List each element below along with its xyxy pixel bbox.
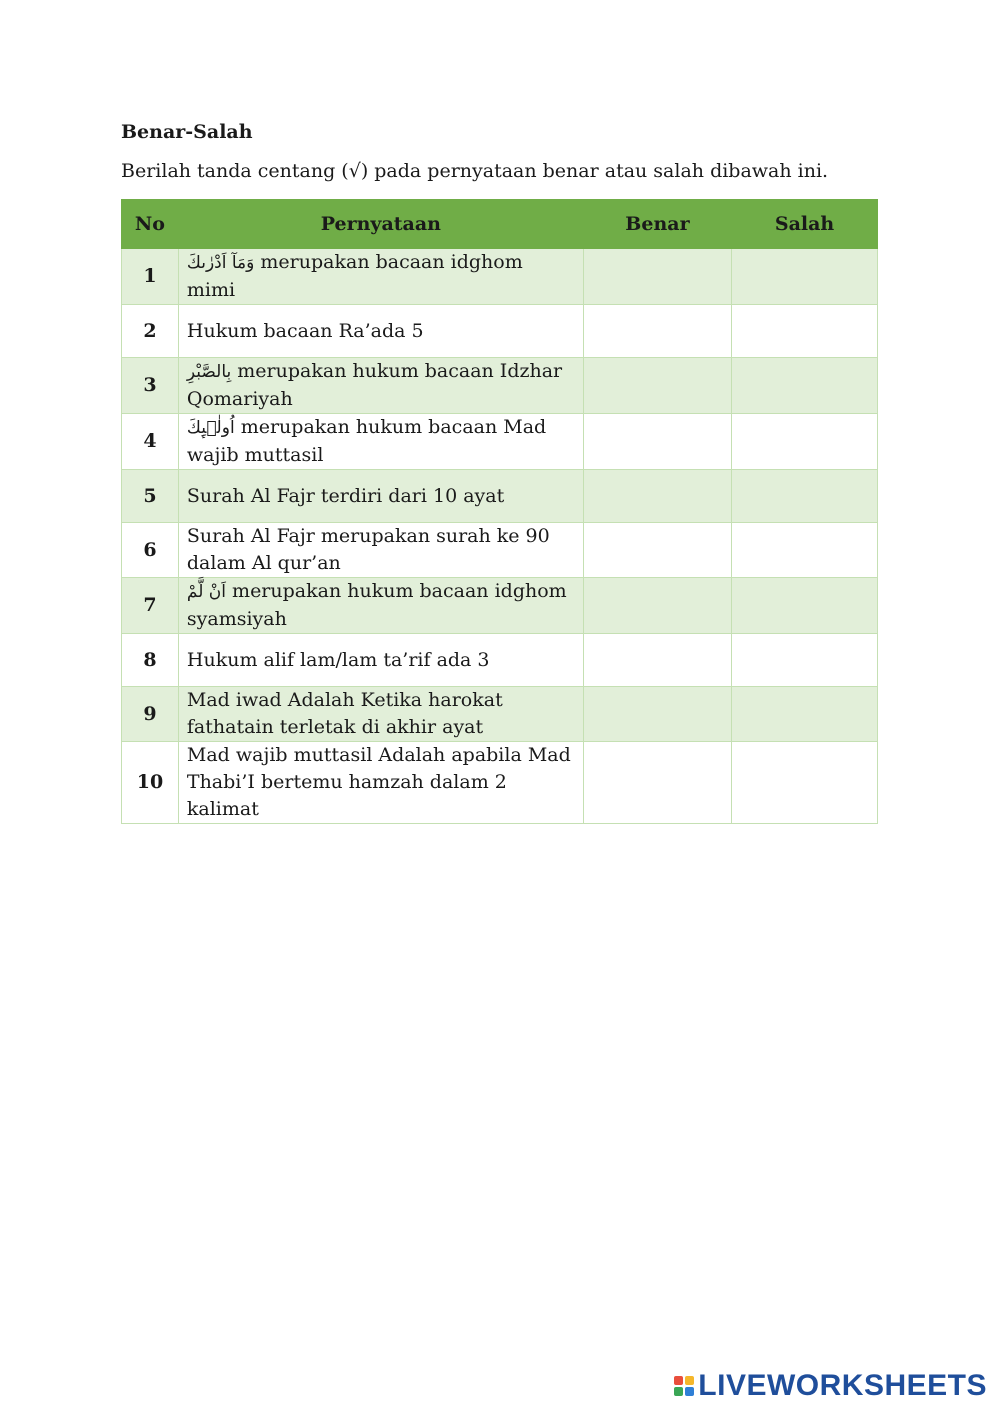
arabic-phrase: اُولٰۤىِٕكَ bbox=[186, 418, 235, 438]
benar-answer-cell[interactable] bbox=[583, 249, 731, 305]
statement-text: merupakan hukum bacaan idghom syamsiyah bbox=[186, 580, 567, 630]
salah-answer-cell[interactable] bbox=[732, 687, 878, 742]
header-no: No bbox=[122, 200, 179, 249]
benar-answer-cell[interactable] bbox=[583, 305, 731, 358]
true-false-table bbox=[121, 199, 878, 824]
header-statement: Pernyataan bbox=[178, 200, 583, 249]
benar-answer-cell[interactable] bbox=[583, 414, 731, 470]
row-statement bbox=[178, 634, 583, 687]
benar-answer-cell[interactable] bbox=[583, 742, 731, 824]
row-statement bbox=[178, 523, 583, 578]
salah-answer-cell[interactable] bbox=[732, 470, 878, 523]
arabic-phrase: وَمَآ اَدْرٰىكَ bbox=[186, 253, 255, 273]
row-statement bbox=[178, 358, 583, 414]
benar-answer-cell[interactable] bbox=[583, 578, 731, 634]
row-number: 2 bbox=[122, 305, 179, 358]
table-row bbox=[122, 634, 878, 687]
page-title: Benar-Salah bbox=[121, 121, 253, 143]
salah-answer-cell[interactable] bbox=[732, 742, 878, 824]
logo-block-red bbox=[674, 1376, 683, 1385]
salah-answer-cell[interactable] bbox=[732, 578, 878, 634]
row-statement bbox=[178, 470, 583, 523]
table-row bbox=[122, 578, 878, 634]
arabic-phrase: بِالصَّبْرِ bbox=[186, 362, 232, 382]
salah-answer-cell[interactable] bbox=[732, 523, 878, 578]
table-header-row bbox=[122, 200, 878, 249]
row-number: 5 bbox=[122, 470, 179, 523]
row-number: 3 bbox=[122, 358, 179, 414]
statement-text: Hukum alif lam/lam ta’rif ada 3 bbox=[186, 648, 490, 671]
row-statement bbox=[178, 742, 583, 824]
salah-answer-cell[interactable] bbox=[732, 414, 878, 470]
benar-answer-cell[interactable] bbox=[583, 687, 731, 742]
arabic-phrase: اَنْ لَّمْ bbox=[186, 582, 226, 602]
row-statement bbox=[178, 687, 583, 742]
logo-text: LIVEWORKSHEETS bbox=[698, 1369, 987, 1402]
header-benar: Benar bbox=[583, 200, 731, 249]
instruction-text: Berilah tanda centang (√) pada pernyataan benar atau salah dibawah ini. bbox=[121, 160, 829, 182]
salah-answer-cell[interactable] bbox=[732, 634, 878, 687]
table-body bbox=[122, 249, 878, 824]
row-number: 1 bbox=[122, 249, 179, 305]
statement-text: Mad wajib muttasil Adalah apabila Mad Thabi’I bertemu hamzah dalam 2 kalimat bbox=[186, 744, 571, 820]
statement-text: merupakan hukum bacaan Idzhar Qomariyah bbox=[186, 360, 563, 410]
logo-blocks-icon bbox=[674, 1376, 694, 1396]
statement-text: Surah Al Fajr merupakan surah ke 90 dalam Al qur’an bbox=[186, 525, 550, 574]
row-number: 7 bbox=[122, 578, 179, 634]
row-number: 6 bbox=[122, 523, 179, 578]
row-number: 4 bbox=[122, 414, 179, 470]
row-statement bbox=[178, 249, 583, 305]
row-statement bbox=[178, 414, 583, 470]
statement-text: Mad iwad Adalah Ketika harokat fathatain terletak di akhir ayat bbox=[186, 689, 503, 738]
benar-answer-cell[interactable] bbox=[583, 358, 731, 414]
benar-answer-cell[interactable] bbox=[583, 634, 731, 687]
salah-answer-cell[interactable] bbox=[732, 249, 878, 305]
row-number: 10 bbox=[122, 742, 179, 824]
logo-block-green bbox=[674, 1387, 683, 1396]
table-row bbox=[122, 742, 878, 824]
header-salah: Salah bbox=[732, 200, 878, 249]
statement-text: merupakan hukum bacaan Mad wajib muttasil bbox=[186, 416, 547, 466]
table-row bbox=[122, 414, 878, 470]
liveworksheets-logo bbox=[674, 1369, 987, 1403]
benar-answer-cell[interactable] bbox=[583, 470, 731, 523]
logo-block-blue bbox=[685, 1387, 694, 1396]
statement-text: merupakan bacaan idghom mimi bbox=[186, 251, 523, 301]
salah-answer-cell[interactable] bbox=[732, 305, 878, 358]
row-number: 9 bbox=[122, 687, 179, 742]
table-row bbox=[122, 523, 878, 578]
table-row bbox=[122, 305, 878, 358]
table-row bbox=[122, 358, 878, 414]
benar-answer-cell[interactable] bbox=[583, 523, 731, 578]
statement-text: Hukum bacaan Ra’ada 5 bbox=[186, 319, 424, 342]
row-statement bbox=[178, 578, 583, 634]
row-number: 8 bbox=[122, 634, 179, 687]
table-row bbox=[122, 470, 878, 523]
table-row bbox=[122, 249, 878, 305]
statement-text: Surah Al Fajr terdiri dari 10 ayat bbox=[186, 484, 505, 507]
salah-answer-cell[interactable] bbox=[732, 358, 878, 414]
logo-block-yellow bbox=[685, 1376, 694, 1385]
table-row bbox=[122, 687, 878, 742]
row-statement bbox=[178, 305, 583, 358]
